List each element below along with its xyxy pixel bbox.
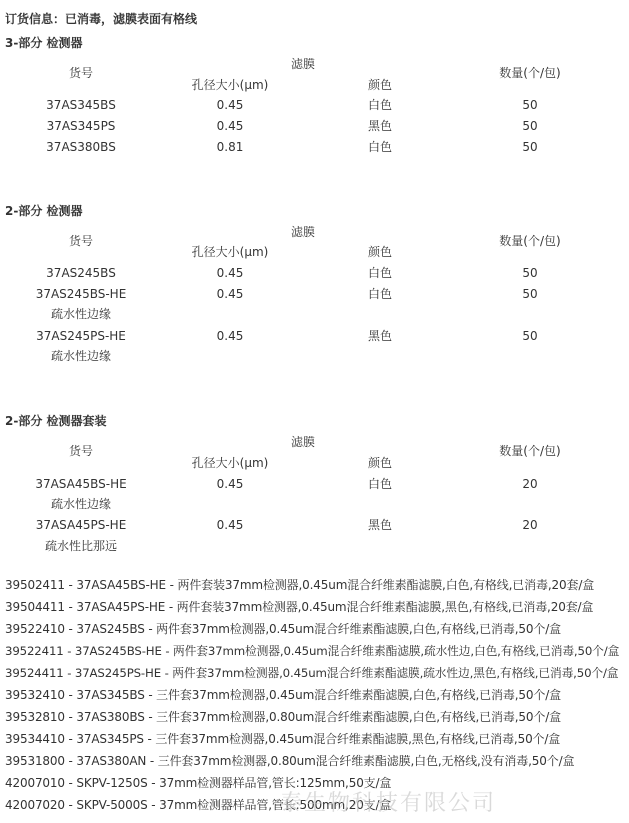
color-cell: 白色	[367, 477, 392, 491]
model-note: 疏水性边缘	[50, 349, 111, 363]
quantity-cell: 20	[522, 518, 538, 532]
list-item: 42007020 - SKPV-5000S - 37mm检测器样品管,管长:500mm,20支/盒	[5, 798, 392, 812]
quantity-cell: 20	[522, 477, 538, 491]
model-cell: 37AS345PS	[46, 119, 116, 133]
list-item: 39504411 - 37ASA45PS-HE - 两件套装37mm检测器,0.45um混合纤维素酯滤膜,黑色,有格线,已消毒,20套/盒	[5, 600, 594, 614]
list-item: 39502411 - 37ASA45BS-HE - 两件套装37mm检测器,0.45um混合纤维素酯滤膜,白色,有格线,已消毒,20套/盒	[5, 578, 595, 592]
color-header: 颜色	[367, 78, 392, 92]
section-heading: 2-部分 检测器套装	[5, 414, 107, 428]
pore-size-header: 孔径大小(μm)	[191, 78, 269, 92]
model-cell: 37AS245BS	[46, 266, 116, 280]
model-cell: 37AS245BS-HE	[35, 287, 127, 301]
pore-cell: 0.45	[216, 119, 244, 133]
color-header: 颜色	[367, 456, 392, 470]
color-cell: 白色	[367, 266, 392, 280]
list-item: 39522411 - 37AS245BS-HE - 两件套37mm检测器,0.45um混合纤维素酯滤膜,疏水性边,白色,有格线,已消毒,50个/盒	[5, 644, 620, 658]
quantity-cell: 50	[522, 329, 538, 343]
quantity-cell: 50	[522, 266, 538, 280]
filter-header: 滤膜	[290, 435, 315, 449]
list-item: 39531800 - 37AS380AN - 三件套37mm检测器,0.80um混合纤维素酯滤膜,白色,无格线,没有消毒,50个/盒	[5, 754, 575, 768]
pore-cell: 0.45	[216, 98, 244, 112]
color-cell: 白色	[367, 140, 392, 154]
model-cell: 37ASA45BS-HE	[35, 477, 127, 491]
model-header: 货号	[68, 444, 93, 458]
list-item: 39522410 - 37AS245BS - 两件套37mm检测器,0.45um混合纤维素酯滤膜,白色,有格线,已消毒,50个/盒	[5, 622, 561, 636]
list-item: 39534410 - 37AS345PS - 三件套37mm检测器,0.45um混合纤维素酯滤膜,黑色,有格线,已消毒,50个/盒	[5, 732, 561, 746]
pore-cell: 0.45	[216, 329, 244, 343]
filter-header: 滤膜	[290, 225, 315, 239]
quantity-cell: 50	[522, 287, 538, 301]
color-cell: 黑色	[367, 119, 392, 133]
pore-size-header: 孔径大小(μm)	[191, 245, 269, 259]
section-heading: 3-部分 检测器	[5, 36, 83, 50]
pore-cell: 0.81	[216, 140, 244, 154]
pore-cell: 0.45	[216, 266, 244, 280]
model-cell: 37AS345BS	[46, 98, 116, 112]
filter-header: 滤膜	[290, 57, 315, 71]
model-note: 疏水性比那远	[44, 539, 117, 553]
quantity-cell: 50	[522, 140, 538, 154]
model-header: 货号	[68, 234, 93, 248]
pore-cell: 0.45	[216, 287, 244, 301]
model-note: 疏水性边缘	[50, 307, 111, 321]
quantity-header: 数量(个/包)	[499, 444, 561, 458]
list-item: 42007010 - SKPV-1250S - 37mm检测器样品管,管长:125mm,50支/盒	[5, 776, 392, 790]
pore-size-header: 孔径大小(μm)	[191, 456, 269, 470]
pore-cell: 0.45	[216, 477, 244, 491]
model-header: 货号	[68, 66, 93, 80]
quantity-header: 数量(个/包)	[499, 66, 561, 80]
model-cell: 37AS380BS	[46, 140, 116, 154]
quantity-cell: 50	[522, 119, 538, 133]
list-item: 39532410 - 37AS345BS - 三件套37mm检测器,0.45um混合纤维素酯滤膜,白色,有格线,已消毒,50个/盒	[5, 688, 561, 702]
quantity-header: 数量(个/包)	[499, 234, 561, 248]
color-cell: 白色	[367, 287, 392, 301]
color-cell: 黑色	[367, 518, 392, 532]
color-cell: 白色	[367, 98, 392, 112]
list-item: 39532810 - 37AS380BS - 三件套37mm检测器,0.80um混合纤维素酯滤膜,白色,有格线,已消毒,50个/盒	[5, 710, 561, 724]
quantity-cell: 50	[522, 98, 538, 112]
color-header: 颜色	[367, 245, 392, 259]
section-heading: 2-部分 检测器	[5, 204, 83, 218]
list-item: 39524411 - 37AS245PS-HE - 两件套37mm检测器,0.45um混合纤维素酯滤膜,疏水性边,黑色,有格线,已消毒,50个/盒	[5, 666, 619, 680]
color-cell: 黑色	[367, 329, 392, 343]
pore-cell: 0.45	[216, 518, 244, 532]
page-title: 订货信息：已消毒，滤膜表面有格线	[5, 12, 198, 26]
watermark: 泰生物科技有限公司	[280, 791, 497, 816]
model-cell: 37AS245PS-HE	[36, 329, 126, 343]
model-note: 疏水性边缘	[50, 497, 111, 511]
model-cell: 37ASA45PS-HE	[35, 518, 127, 532]
